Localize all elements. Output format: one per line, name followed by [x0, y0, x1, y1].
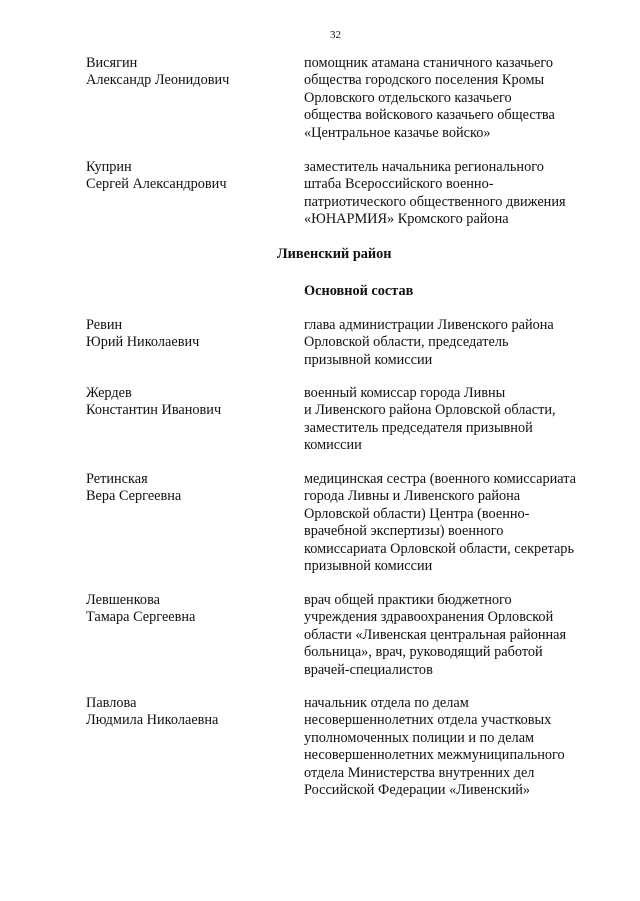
role-line: комиссариата Орловской области, секретарь: [304, 540, 574, 557]
role-line: призывной комиссии: [304, 558, 433, 575]
member-name: [86, 471, 286, 506]
member-role: [304, 695, 604, 799]
role-line: призывной комиссии: [304, 351, 433, 368]
member-role: [304, 592, 604, 679]
role-line: «ЮНАРМИЯ» Кромского района: [304, 211, 509, 228]
member-role: [304, 159, 604, 229]
role-line: врачей-специалистов: [304, 661, 433, 678]
member-name: [86, 592, 286, 627]
role-line: военный комиссар города Ливны: [304, 385, 506, 401]
member-role: [304, 471, 604, 575]
role-line: помощник атамана станичного казачьего: [304, 55, 554, 71]
role-line: «Центральное казачье войско»: [304, 124, 491, 141]
member-role: [304, 317, 604, 369]
role-line: уполномоченных полиции и по делам: [304, 729, 535, 746]
role-line: начальник отдела по делам: [304, 695, 469, 711]
member-surname: Висягин: [86, 55, 138, 71]
member-name: [86, 55, 286, 90]
member-given-names: Константин Иванович: [86, 402, 222, 419]
role-line: больница», врач, руководящий работой: [304, 644, 543, 661]
member-surname: Жердев: [86, 385, 132, 401]
role-line: комиссии: [304, 437, 362, 454]
role-line: Российской Федерации «Ливенский»: [304, 782, 531, 799]
member-name: [86, 385, 286, 420]
member-name: [86, 159, 286, 194]
role-line: общества войскового казачьего общества: [304, 107, 555, 124]
role-line: несовершеннолетних отдела участковых: [304, 712, 552, 729]
member-role: [304, 55, 604, 142]
member-surname: Левшенкова: [86, 592, 160, 608]
member-role: [304, 385, 604, 455]
member-surname: Ревин: [86, 317, 123, 333]
member-surname: Куприн: [86, 159, 132, 175]
role-line: врачебной экспертизы) военного: [304, 523, 504, 540]
member-surname: Ретинская: [86, 471, 148, 487]
member-given-names: Александр Леонидович: [86, 72, 230, 89]
role-line: заместитель начальника регионального: [304, 159, 544, 175]
role-line: врач общей практики бюджетного: [304, 592, 512, 608]
member-surname: Павлова: [86, 695, 137, 711]
district-heading: Ливенский район: [277, 246, 392, 262]
role-line: Орловской области) Центра (военно-: [304, 505, 530, 522]
role-line: области «Ливенская центральная районная: [304, 626, 567, 643]
role-line: общества городского поселения Кромы: [304, 72, 545, 89]
role-line: несовершеннолетних межмуниципального: [304, 747, 565, 764]
role-line: учреждения здравоохранения Орловской: [304, 609, 554, 626]
member-given-names: Вера Сергеевна: [86, 488, 182, 505]
member-name: [86, 317, 286, 352]
member-given-names: Тамара Сергеевна: [86, 609, 196, 626]
role-line: патриотического общественного движения: [304, 193, 566, 210]
role-line: отдела Министерства внутренних дел: [304, 764, 535, 781]
member-name: [86, 695, 286, 730]
role-line: медицинская сестра (военного комиссариата: [304, 471, 577, 487]
role-line: и Ливенского района Орловской области,: [304, 402, 556, 419]
member-given-names: Юрий Николаевич: [86, 334, 200, 351]
role-line: глава администрации Ливенского района: [304, 317, 554, 333]
section-heading: Основной состав: [304, 283, 414, 299]
role-line: города Ливны и Ливенского района: [304, 488, 521, 505]
role-line: Орловского отдельского казачьего: [304, 89, 512, 106]
member-given-names: Людмила Николаевна: [86, 712, 219, 729]
role-line: Орловской области, председатель: [304, 334, 509, 351]
role-line: штаба Всероссийского военно-: [304, 176, 494, 193]
role-line: заместитель председателя призывной: [304, 419, 533, 436]
member-given-names: Сергей Александрович: [86, 176, 227, 193]
page-number: 32: [330, 29, 341, 41]
